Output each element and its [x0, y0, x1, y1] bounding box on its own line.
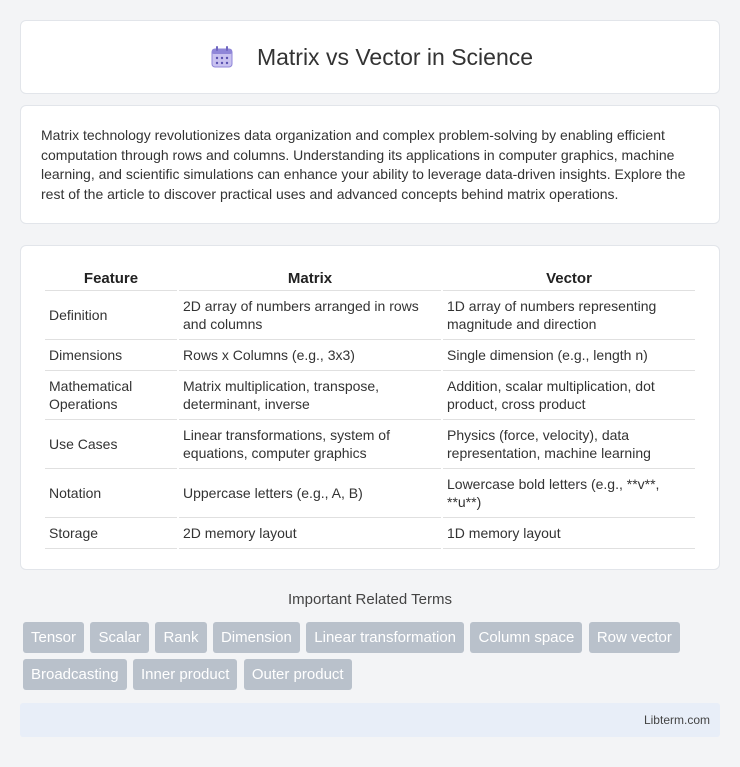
- table-row: [45, 371, 695, 420]
- table-cell: Definition: [45, 291, 177, 340]
- table-cell: Matrix multiplication, transpose, determinant, inverse: [179, 371, 441, 420]
- table-cell: Lowercase bold letters (e.g., **v**, **u**): [443, 469, 695, 518]
- table-cell: Dimensions: [45, 340, 177, 371]
- calendar-icon: [207, 42, 237, 72]
- table-cell: Mathematical Operations: [45, 371, 177, 420]
- table-cell: Addition, scalar multiplication, dot product, cross product: [443, 371, 695, 420]
- title-card: [20, 20, 720, 94]
- table-cell: Uppercase letters (e.g., A, B): [179, 469, 441, 518]
- tag-column-space[interactable]: Column space: [470, 622, 582, 653]
- table-cell: 2D memory layout: [179, 518, 441, 549]
- table-row: [45, 469, 695, 518]
- header-feature: Feature: [45, 268, 177, 291]
- table-cell: Storage: [45, 518, 177, 549]
- footer-site-link[interactable]: Libterm.com: [643, 713, 710, 727]
- table-cell: Use Cases: [45, 420, 177, 469]
- intro-card: [20, 105, 720, 224]
- table-cell: 2D array of numbers arranged in rows and columns: [179, 291, 441, 340]
- tag-broadcasting[interactable]: Broadcasting: [23, 659, 127, 690]
- tag-inner-product[interactable]: Inner product: [133, 659, 237, 690]
- table-cell: Rows x Columns (e.g., 3x3): [179, 340, 441, 371]
- tag-linear-transformation[interactable]: Linear transformation: [306, 622, 464, 653]
- comparison-table: [43, 268, 697, 549]
- table-cell: Notation: [45, 469, 177, 518]
- header-vector: Vector: [443, 268, 695, 291]
- tag-tensor[interactable]: Tensor: [23, 622, 84, 653]
- tag-rank[interactable]: Rank: [155, 622, 206, 653]
- table-cell: Single dimension (e.g., length n): [443, 340, 695, 371]
- table-header-row: [45, 268, 695, 291]
- table-row: [45, 518, 695, 549]
- table-cell: 1D array of numbers representing magnitude and direction: [443, 291, 695, 340]
- table-cell: Physics (force, velocity), data representation, machine learning: [443, 420, 695, 469]
- tag-scalar[interactable]: Scalar: [90, 622, 149, 653]
- table-row: [45, 291, 695, 340]
- table-row: [45, 340, 695, 371]
- table-cell: Linear transformations, system of equations, computer graphics: [179, 420, 441, 469]
- table-row: [45, 420, 695, 469]
- tag-row-vector[interactable]: Row vector: [589, 622, 680, 653]
- footer: [20, 703, 720, 737]
- tag-outer-product[interactable]: Outer product: [244, 659, 352, 690]
- related-terms-tags: [23, 622, 723, 696]
- intro-text: Matrix technology revolutionizes data organization and complex problem-solving by enabling efficient computation through rows and columns. Understanding its applications in computer graphics, machine learning, and scientific simulations can enhance your ability to leverage data-driven insights. Explore the rest of the article to discover practical uses and advanced concepts behind matrix operations.: [41, 127, 686, 202]
- table-cell: 1D memory layout: [443, 518, 695, 549]
- comparison-table-card: [20, 245, 720, 570]
- related-terms-title: Important Related Terms: [288, 591, 452, 608]
- page-title: Matrix vs Vector in Science: [256, 43, 534, 70]
- tag-dimension[interactable]: Dimension: [213, 622, 300, 653]
- header-matrix: Matrix: [179, 268, 441, 291]
